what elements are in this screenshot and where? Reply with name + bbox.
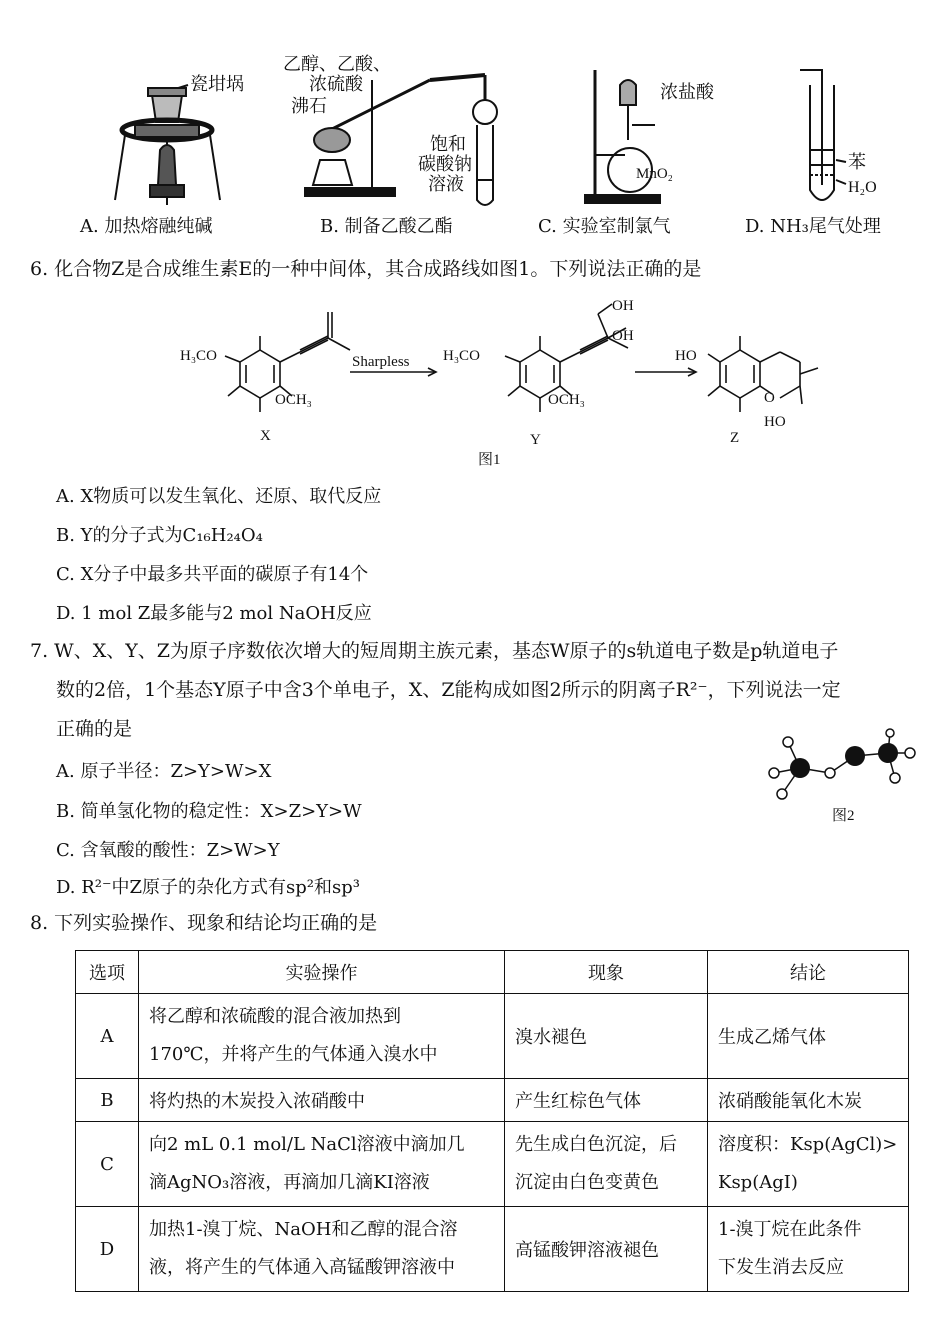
anion-figure (760, 728, 930, 838)
row-operation (139, 994, 505, 1079)
x-h3co: H₃CO (180, 348, 217, 364)
figure1-caption: 图1 (478, 452, 501, 468)
row-conclusion: 浓硝酸能氧化木炭 (708, 1079, 909, 1122)
compound-z-label: Z (730, 430, 740, 446)
q7-option-b: B. 简单氢化物的稳定性：X>Z>Y>W (56, 801, 362, 822)
conclusion-line: 溶度积：Ksp(AgCl)> (718, 1134, 898, 1155)
conclusion-line: 1-溴丁烷在此条件 (718, 1219, 862, 1240)
compound-x-label: X (260, 428, 271, 444)
table-row (76, 1207, 909, 1292)
q6-option-b: B. Y的分子式为C₁₆H₂₄O₄ (56, 525, 263, 546)
operation-line: 向2 mL 0.1 mol/L NaCl溶液中滴加几 (149, 1134, 465, 1155)
label-b-reagents: 乙醇、乙酸、 (283, 54, 391, 74)
row-operation (139, 1122, 505, 1207)
header-option: 选项 (76, 951, 139, 994)
label-b-sat: 饱和 (430, 134, 466, 154)
apparatus-c-label: C. 实验室制氯气 (538, 216, 671, 237)
q7-option-d: D. R²⁻中Z原子的杂化方式有sp²和sp³ (56, 877, 360, 898)
apparatus-c-drawing (585, 70, 715, 203)
z-ho-2: HO (764, 414, 786, 430)
row-option: C (76, 1122, 139, 1207)
figure2-caption: 图2 (832, 808, 855, 824)
apparatus-d-label: D. NH₃尾气处理 (745, 216, 881, 237)
row-conclusion: 生成乙烯气体 (708, 994, 909, 1079)
label-b-acid: 浓硫酸 (309, 74, 363, 94)
table-row (76, 994, 909, 1079)
row-conclusion (708, 1122, 909, 1207)
row-operation: 将灼热的木炭投入浓硝酸中 (139, 1079, 505, 1122)
q6-stem: 6. 化合物Z是合成维生素E的一种中间体，其合成路线如图1。下列说法正确的是 (30, 258, 702, 280)
apparatus-b-drawing (283, 54, 497, 205)
phenomenon-line: 先生成白色沉淀，后 (515, 1134, 677, 1155)
q6-option-a: A. X物质可以发生氧化、还原、取代反应 (56, 486, 382, 507)
apparatus-b-label: B. 制备乙酸乙酯 (320, 216, 453, 237)
table-row (76, 1079, 909, 1122)
y-och3: OCH₃ (548, 392, 585, 408)
row-option: A (76, 994, 139, 1079)
row-option: D (76, 1207, 139, 1292)
row-conclusion (708, 1207, 909, 1292)
row-option: B (76, 1079, 139, 1122)
label-b-solution: 溶液 (428, 174, 464, 194)
x-och3: OCH₃ (275, 392, 312, 408)
q7-option-c: C. 含氧酸的酸性：Z>W>Y (56, 840, 280, 861)
label-c-mno2: MnO₂ (636, 166, 673, 182)
label-d-benzene: 苯 (848, 152, 866, 172)
compound-y-label: Y (530, 432, 541, 448)
operation-line: 加热1-溴丁烷、NaOH和乙醇的混合溶 (149, 1219, 458, 1240)
q6-option-d: D. 1 mol Z最多能与2 mol NaOH反应 (56, 603, 372, 624)
operation-line: 将乙醇和浓硫酸的混合液加热到 (149, 1006, 401, 1027)
header-phenomenon: 现象 (505, 951, 708, 994)
row-operation (139, 1207, 505, 1292)
table-row (76, 1122, 909, 1207)
apparatus-a-label: A. 加热熔融纯碱 (80, 216, 213, 237)
label-c-hcl: 浓盐酸 (660, 82, 714, 102)
phenomenon-line: 沉淀由白色变黄色 (515, 1172, 659, 1193)
z-ho: HO (675, 348, 697, 364)
conclusion-line: 下发生消去反应 (718, 1257, 844, 1278)
apparatus-a-drawing (115, 74, 244, 205)
q6-option-c: C. X分子中最多共平面的碳原子有14个 (56, 564, 369, 585)
q8-stem: 8. 下列实验操作、现象和结论均正确的是 (30, 912, 378, 934)
y-oh-2: OH (612, 328, 634, 344)
header-conclusion: 结论 (708, 951, 909, 994)
q7-option-a: A. 原子半径：Z>Y>W>X (56, 761, 272, 782)
label-d-water: H₂O (848, 179, 877, 196)
apparatus-d-drawing (800, 70, 877, 200)
operation-line: 液，将产生的气体通入高锰酸钾溶液中 (149, 1257, 455, 1278)
reagent-sharpless: Sharpless (352, 354, 410, 370)
label-b-boiling-stone: 沸石 (291, 96, 327, 116)
label-crucible: 瓷坩埚 (190, 74, 244, 94)
row-phenomenon: 高锰酸钾溶液褪色 (505, 1207, 708, 1292)
synthesis-route-figure (150, 292, 830, 472)
z-ring-o: O (764, 390, 775, 406)
q7-stem-line1: 7. W、X、Y、Z为原子序数依次增大的短周期主族元素，基态W原子的s轨道电子数是p轨道电子 (30, 640, 839, 662)
row-phenomenon: 产生红棕色气体 (505, 1079, 708, 1122)
experiment-table (75, 950, 909, 1292)
operation-line: 滴AgNO₃溶液，再滴加几滴KI溶液 (149, 1172, 430, 1193)
y-oh-1: OH (612, 298, 634, 314)
label-b-na2co3: 碳酸钠 (418, 154, 472, 174)
header-operation: 实验操作 (139, 951, 505, 994)
row-phenomenon (505, 1122, 708, 1207)
operation-line: 170℃，并将产生的气体通入溴水中 (149, 1044, 438, 1065)
q7-stem-line3: 正确的是 (56, 718, 133, 740)
conclusion-line: Ksp(AgI) (718, 1172, 798, 1193)
table-header-row (76, 951, 909, 994)
q7-stem-line2: 数的2倍，1个基态Y原子中含3个单电子，X、Z能构成如图2所示的阴离子R²⁻，下列说法一定 (56, 679, 841, 701)
y-h3co: H₃CO (443, 348, 480, 364)
row-phenomenon: 溴水褪色 (505, 994, 708, 1079)
